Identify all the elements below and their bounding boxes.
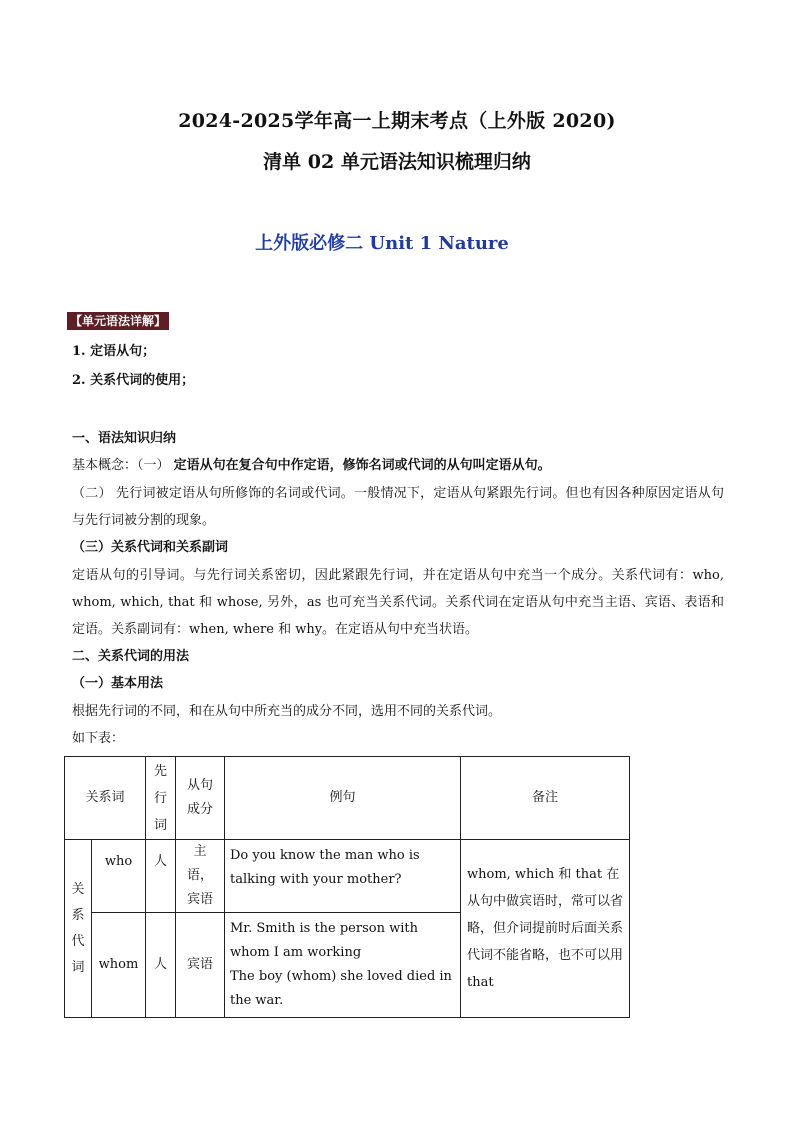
concept-label: 基本概念：（一） bbox=[72, 458, 174, 473]
header-antecedent: 先行词 bbox=[146, 757, 176, 840]
cell-note: whom, which 和 that 在从句中做宾语时，常可以省略，但介词提前时后面关系代词不能省略，也不可以用 that bbox=[461, 840, 630, 1018]
paragraph-relative-words: 定语从句的引导词。与先行词关系密切，因此紧跟先行词，并在定语从句中充当一个成分。关系代词有：who, whom, which, that 和 whose, 另外，as 也可充当关系代词。关系代词在定语从句中充当主语、宾语、表语和定语。关系副词有：when, where 和 why。在定语从句中充当状语。 bbox=[72, 568, 724, 637]
cell-word: whom bbox=[92, 913, 146, 1018]
table-header-row bbox=[65, 757, 630, 840]
concept-line bbox=[72, 457, 551, 475]
list-item: 2. 关系代词的使用； bbox=[72, 373, 195, 388]
cell-role: 主语，宾语 bbox=[176, 840, 225, 913]
heading-relative-words: （三）关系代词和关系副词 bbox=[72, 540, 229, 555]
document-subtitle: 清单 02 单元语法知识梳理归纳 bbox=[263, 151, 531, 173]
unit-title: 上外版必修二 Unit 1 Nature bbox=[255, 233, 509, 254]
cell-example: Mr. Smith is the person with whom I am working The boy (whom) she loved died in the war. bbox=[225, 913, 461, 1018]
heading-basic-usage: （一）基本用法 bbox=[72, 676, 164, 691]
cell-example: Do you know the man who is talking with your mother? bbox=[225, 840, 461, 913]
header-clause-role: 从句成分 bbox=[176, 757, 225, 840]
concept-definition: 定语从句在复合句中作定语，修饰名词或代词的从句叫定语从句。 bbox=[173, 458, 551, 473]
paragraph-antecedent: （二） 先行词被定语从句所修饰的名词或代词。一般情况下，定语从句紧跟先行词。但也有因各种原因定语从句与先行词被分割的现象。 bbox=[72, 486, 724, 528]
relative-pronoun-table bbox=[64, 756, 630, 1018]
paragraph-basic-usage: 根据先行词的不同，和在从句中所充当的成分不同，选用不同的关系代词。 bbox=[72, 704, 502, 719]
cell-word: who bbox=[92, 840, 146, 913]
cell-antecedent: 人 bbox=[146, 840, 176, 913]
section-tag: 【单元语法详解】 bbox=[67, 312, 169, 330]
header-note: 备注 bbox=[461, 757, 630, 840]
table-row bbox=[65, 840, 630, 913]
heading-grammar-summary: 一、语法知识归纳 bbox=[72, 431, 177, 446]
cell-role: 宾语 bbox=[176, 913, 225, 1018]
heading-relative-pronoun-usage: 二、关系代词的用法 bbox=[72, 649, 190, 664]
document-title: 2024-2025学年高一上期末考点（上外版 2020) bbox=[178, 110, 616, 132]
list-item: 1. 定语从句； bbox=[72, 344, 156, 359]
header-relative-word: 关系词 bbox=[65, 757, 146, 840]
group-label: 关系代词 bbox=[65, 840, 92, 1018]
header-example: 例句 bbox=[225, 757, 461, 840]
cell-antecedent: 人 bbox=[146, 913, 176, 1018]
paragraph-table-intro: 如下表： bbox=[72, 731, 125, 746]
